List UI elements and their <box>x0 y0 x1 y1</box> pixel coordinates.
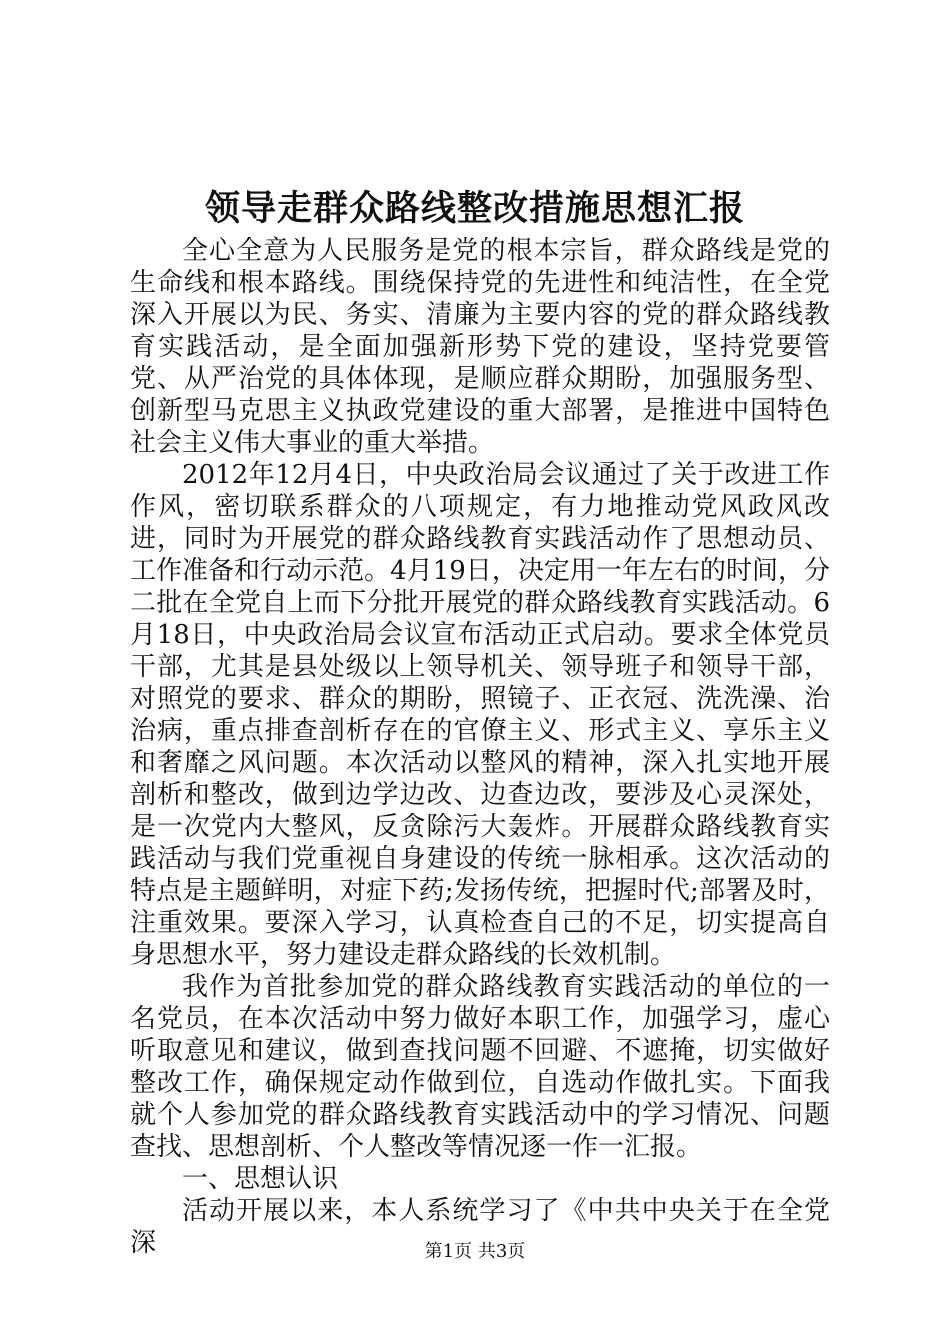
page-footer: 第1页 共3页 <box>424 1241 526 1262</box>
document-body <box>130 235 830 1259</box>
section-heading: 一、思想认识 <box>182 1164 339 1194</box>
document-title: 领导走群众路线整改措施思想汇报 <box>204 188 745 229</box>
paragraph-3: 我作为首批参加党的群众路线教育实践活动的单位的一名党员，在本次活动中努力做好本职工作，加强学习，虚心听取意见和建议，做到查找问题不回避、不遮掩，切实做好整改工作，确保规定动作做到位，自选动作做扎实。下面我就个人参加党的群众路线教育实践活动中的学习情况、问题查找、思想剖析、个人整改等情况逐一作一汇报。 <box>130 972 830 1162</box>
paragraph-4: 活动开展以来，本人系统学习了《中共中央关于在全党深 <box>130 1196 830 1258</box>
paragraph-1: 全心全意为人民服务是党的根本宗旨，群众路线是党的生命线和根本路线。围绕保持党的先进性和纯洁性，在全党深入开展以为民、务实、清廉为主要内容的党的群众路线教育实践活动，是全面加强新形势下党的建设，坚持党要管党、从严治党的具体体现，是顺应群众期盼，加强服务型、创新型马克思主义执政党建设的重大部署，是推进中国特色社会主义伟大事业的重大举措。 <box>130 236 830 458</box>
paragraph-2: 2012年12月4日，中央政治局会议通过了关于改进工作作风，密切联系群众的八项规定，有力地推动党风政风改进，同时为开展党的群众路线教育实践活动作了思想动员、工作准备和行动示范。4月19日，决定用一年左右的时间，分二批在全党自上而下分批开展党的群众路线教育实践活动。6月18日，中央政治局会议宣布活动正式启动。要求全体党员干部，尤其是县处级以上领导机关、领导班子和领导干部，对照党的要求、群众的期盼，照镜子、正衣冠、洗洗澡、治治病，重点排查剖析存在的官僚主义、形式主义、享乐主义和奢靡之风问题。本次活动以整风的精神，深入扎实地开展剖析和整改，做到边学边改、边查边改，要涉及心灵深处，是一次党内大整风，反贪除污大轰炸。开展群众路线教育实践活动与我们党重视自身建设的传统一脉相承。这次活动的特点是主题鲜明，对症下药;发扬传统，把握时代;部署及时，注重效果。要深入学习，认真检查自己的不足，切实提高自身思想水平，努力建设走群众路线的长效机制。 <box>130 460 830 970</box>
